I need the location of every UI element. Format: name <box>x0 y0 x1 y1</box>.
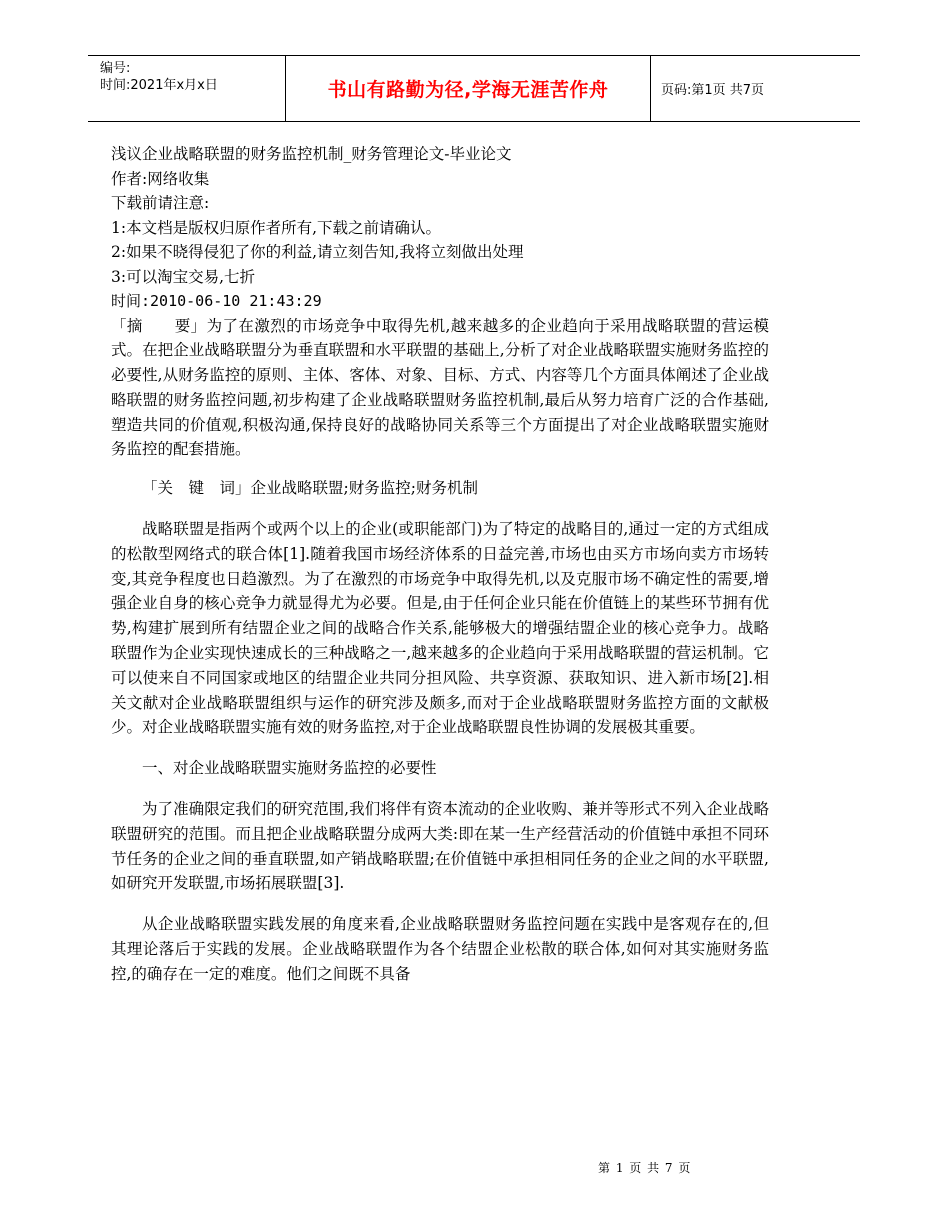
footer-page-number: 第 1 页 共 7 页 <box>598 1161 692 1175</box>
notice-item-3: 3:可以淘宝交易,七折 <box>111 267 256 286</box>
page-info-cell <box>651 56 860 121</box>
body-paragraph-2: 为了准确限定我们的研究范围,我们将伴有资本流动的企业收购、兼并等形式不列入企业战略联盟研究的范围。而且把企业战略联盟分成两大类:即在某一生产经营活动的价值链中承担不同环节任务的企业之间的垂直联盟,如产销战略联盟;在价值链中承担相同任务的企业之间的水平联盟,如研究开发联盟,市场拓展联盟[3]. <box>111 800 769 893</box>
document-body <box>111 142 769 987</box>
article-title: 浅议企业战略联盟的财务监控机制_财务管理论文-毕业论文 <box>111 145 512 163</box>
notice-item-1: 1:本文档是版权归原作者所有,下载之前请确认。 <box>111 218 442 237</box>
page-info-text: 页码:第1页 共7页 <box>661 83 765 98</box>
notice-item-2: 2:如果不晓得侵犯了你的利益,请立刻告知,我将立刻做出处理 <box>111 243 524 261</box>
motto-text: 书山有路勤为径,学海无涯苦作舟 <box>327 79 609 101</box>
notice-heading: 下载前请注意: <box>111 194 210 212</box>
header-table <box>88 55 860 122</box>
body-paragraph-3: 从企业战略联盟实践发展的角度来看,企业战略联盟财务监控问题在实践中是客观存在的,但其理论落后于实践的发展。企业战略联盟作为各个结盟企业松散的联合体,如何对其实施财务监控,的确存在一定的难度。他们之间既不具备 <box>111 915 769 983</box>
body-paragraph-1: 战略联盟是指两个或两个以上的企业(或职能部门)为了特定的战略目的,通过一定的方式组成的松散型网络式的联合体[1].随着我国市场经济体系的日益完善,市场也由买方市场向卖方市场转变,其竞争程度也日趋激烈。为了在激烈的市场竞争中取得先机,以及克服市场不确定性的需要,增强企业自身的核心竞争力就显得尤为必要。但是,由于任何企业只能在价值链上的某些环节拥有优势,构建扩展到所有结盟企业之间的战略合作关系,能够极大的增强结盟企业的核心竞争力。战略联盟作为企业实现快速成长的三种战略之一,越来越多的企业趋向于采用战略联盟的营运机制。它可以使来自不同国家或地区的结盟企业共同分担风险、共享资源、获取知识、进入新市场[2].相关文献对企业战略联盟组织与运作的研究涉及颇多,而对于企业战略联盟财务监控方面的文献极少。对企业战略联盟实施有效的财务监控,对于企业战略联盟良性协调的发展极其重要。 <box>111 520 769 737</box>
number-label: 编号: <box>100 61 131 76</box>
date-label: 时间:2021年x月x日 <box>100 78 218 93</box>
article-author: 作者:网络收集 <box>111 169 210 188</box>
header-left-cell <box>88 56 286 121</box>
article-time: 时间:2010-06-10 21:43:29 <box>111 292 322 310</box>
abstract-paragraph: 「摘 要」为了在激烈的市场竞争中取得先机,越来越多的企业趋向于采用战略联盟的营运模式。在把企业战略联盟分为垂直联盟和水平联盟的基础上,分析了对企业战略联盟实施财务监控的必要性,从财务监控的原则、主体、客体、对象、目标、方式、内容等几个方面具体阐述了企业战略联盟的财务监控问题,初步构建了企业战略联盟财务监控机制,最后从努力培育广泛的合作基础,塑造共同的价值观,积极沟通,保持良好的战略协同关系等三个方面提出了对企业战略联盟实施财务监控的配套措施。 <box>111 316 769 459</box>
motto-cell <box>286 56 651 121</box>
section-heading-1: 一、对企业战略联盟实施财务监控的必要性 <box>142 759 437 778</box>
keywords-line: 「关 键 词」企业战略联盟;财务监控;财务机制 <box>142 479 478 498</box>
